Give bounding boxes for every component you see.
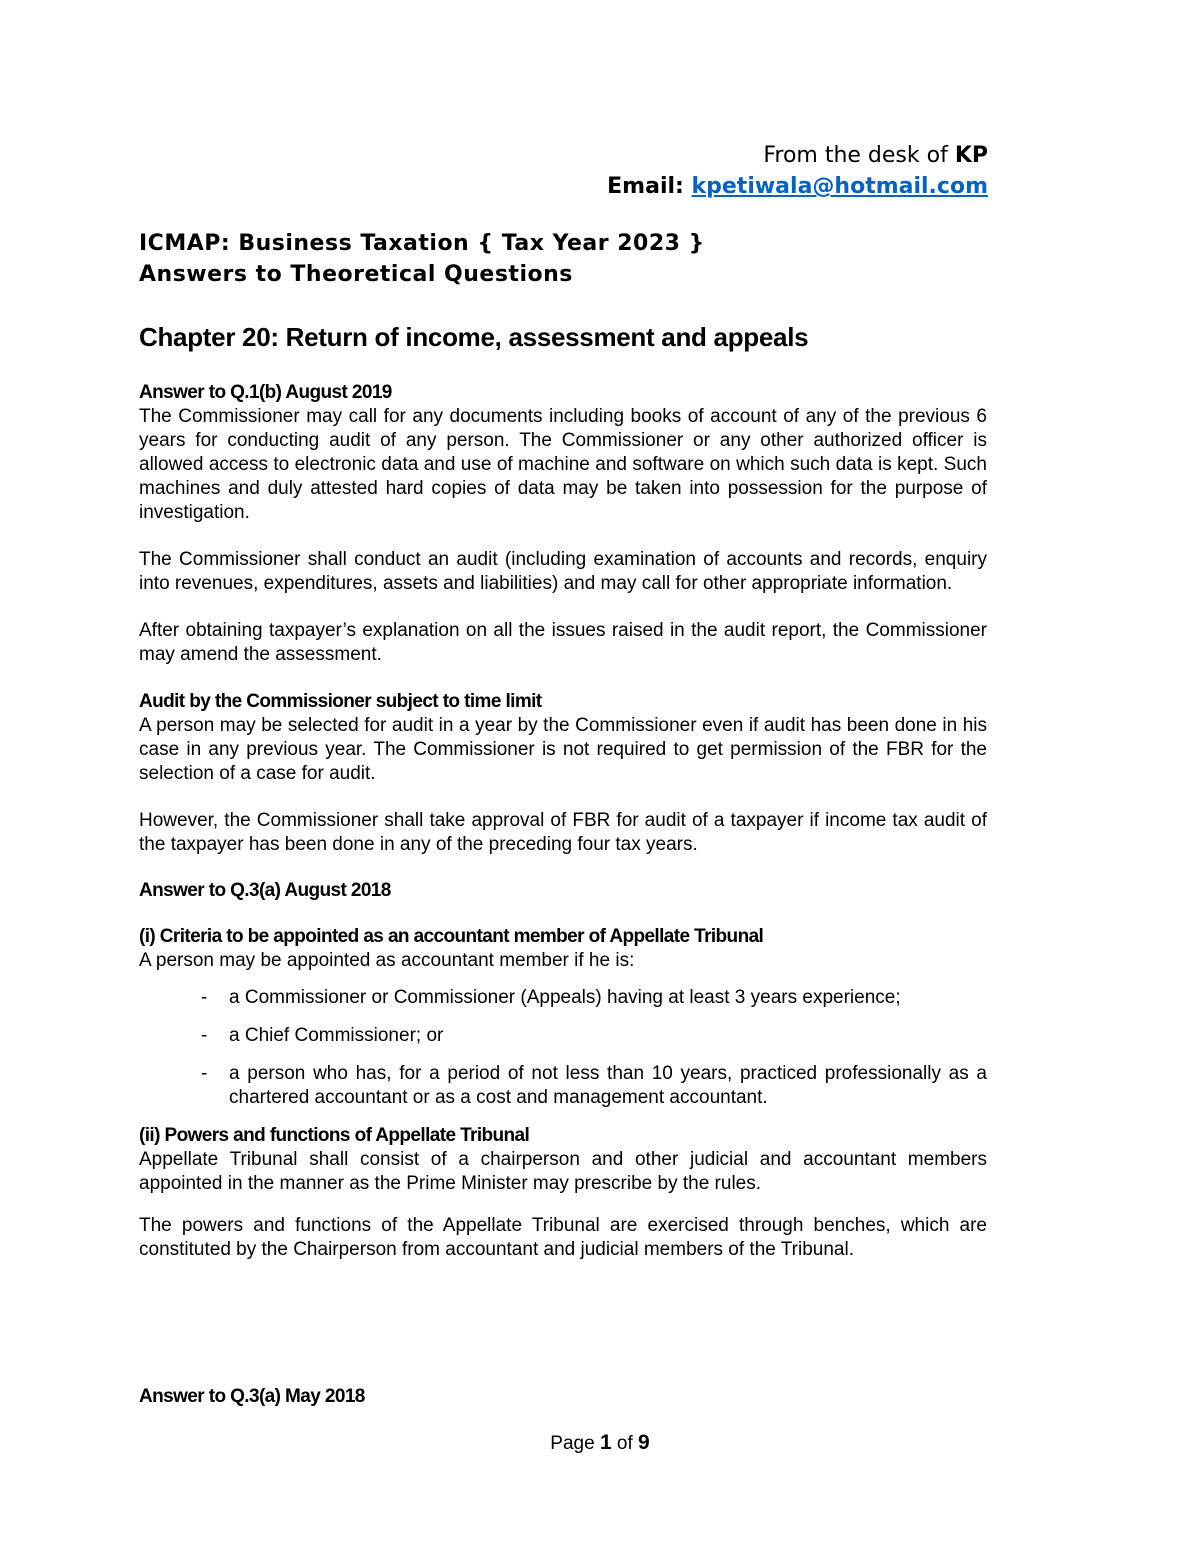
author-header	[607, 140, 988, 202]
list-item: - a person who has, for a period of not less than 10 years, practiced professionally as a chartered accountant or as a cost and management accountant.	[201, 1062, 987, 1110]
chapter-heading: Chapter 20: Return of income, assessment and appeals	[139, 322, 809, 352]
criteria-intro: A person may be appointed as accountant member if he is:	[139, 950, 635, 971]
email-label: Email:	[607, 174, 692, 199]
title-line-2: Answers to Theoretical Questions	[139, 262, 573, 287]
section-heading-q3a-may2018: Answer to Q.3(a) May 2018	[139, 1386, 365, 1407]
document-body	[139, 381, 987, 1262]
list-item: - a Chief Commissioner; or	[201, 1024, 987, 1048]
q1b-paragraph-1: The Commissioner may call for any documents including books of account of any of the previous 6 years for conducting audit of any person. The Commissioner or any other authorized officer is allowed access to electronic data and use of machine and software on which such data is kept. Such machines and duly attested hard copies of data may be taken into possession for the purpose of investigation.	[139, 406, 987, 523]
from-name: KP	[954, 143, 988, 168]
page-current: 1	[599, 1431, 612, 1454]
subheading-powers: (ii) Powers and functions of Appellate Tribunal	[139, 1125, 530, 1146]
email-link[interactable]: kpetiwala@hotmail.com	[691, 174, 988, 199]
page-of: of	[611, 1433, 639, 1454]
section-heading-audit-limit: Audit by the Commissioner subject to time limit	[139, 691, 542, 712]
from-line	[607, 140, 988, 171]
page-footer	[0, 1431, 1200, 1455]
section-heading-q3a-aug2018: Answer to Q.3(a) August 2018	[139, 880, 391, 901]
q1b-paragraph-2: The Commissioner shall conduct an audit (including examination of accounts and records, enquiry into revenues, expenditures, assets and liabilities) and may call for other appropriate information.	[139, 549, 987, 594]
powers-paragraph-2: The powers and functions of the Appellate Tribunal are exercised through benches, which are constituted by the Chairperson from accountant and judicial members of the Tribunal.	[139, 1215, 987, 1260]
page-label: Page	[550, 1433, 600, 1454]
list-item: - a Commissioner or Commissioner (Appeals) having at least 3 years experience;	[201, 986, 987, 1010]
document-title	[139, 228, 705, 290]
powers-paragraph-1: Appellate Tribunal shall consist of a chairperson and other judicial and accountant members appointed in the manner as the Prime Minister may prescribe by the rules.	[139, 1149, 987, 1194]
q1b-paragraph-3: After obtaining taxpayer’s explanation on all the issues raised in the audit report, the Commissioner may amend the assessment.	[139, 620, 987, 665]
audit-limit-paragraph-2: However, the Commissioner shall take approval of FBR for audit of a taxpayer if income tax audit of the taxpayer has been done in any of the preceding four tax years.	[139, 810, 987, 855]
audit-limit-paragraph-1: A person may be selected for audit in a year by the Commissioner even if audit has been done in his case in any previous year. The Commissioner is not required to get permission of the FBR for the selection of a case for audit.	[139, 715, 987, 784]
email-line	[607, 171, 988, 202]
page-total: 9	[638, 1431, 650, 1454]
criteria-list	[139, 986, 987, 1110]
section-heading-q1b: Answer to Q.1(b) August 2019	[139, 382, 392, 403]
title-line-1: ICMAP: Business Taxation { Tax Year 2023 }	[139, 231, 705, 256]
subheading-criteria: (i) Criteria to be appointed as an accountant member of Appellate Tribunal	[139, 926, 764, 947]
from-prefix: From the desk of	[763, 143, 955, 168]
